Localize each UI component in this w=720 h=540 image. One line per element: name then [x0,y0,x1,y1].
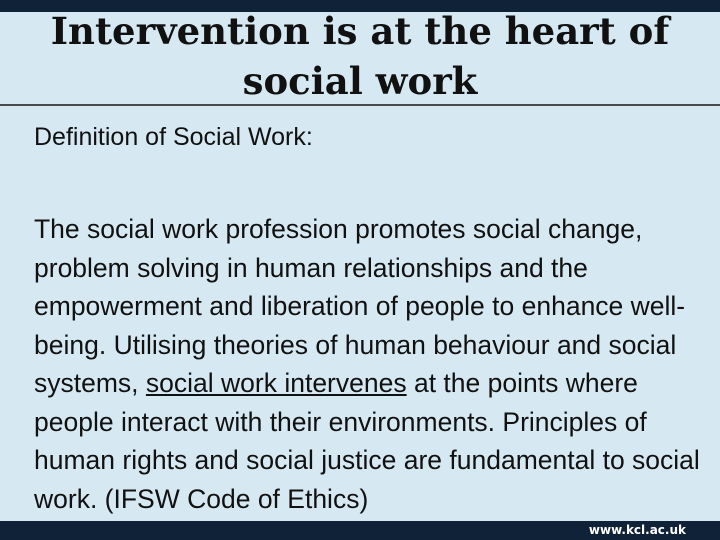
definition-text-part-2: at the points where people interact with their environments. Principles of human rights and social justice are fundamental to social work. (IFSW Code of Ethics) [34,368,700,514]
definition-heading: Definition of Social Work: [34,123,313,151]
definition-text-part-1: The social work profession promotes social change, problem solving in human relationships and the empowerment and liberation of people to enhance well-being. Utilising theories of human behaviour and social systems, [34,214,686,398]
slide-title-line-2: social work [242,59,478,103]
title-divider [0,104,720,106]
definition-paragraph [34,210,718,518]
footer-url: www.kcl.ac.uk [588,523,686,537]
slide-title [0,6,720,106]
definition-underlined-phrase: social work intervenes [145,368,407,398]
slide-title-line-1: Intervention is at the heart of [50,9,670,53]
